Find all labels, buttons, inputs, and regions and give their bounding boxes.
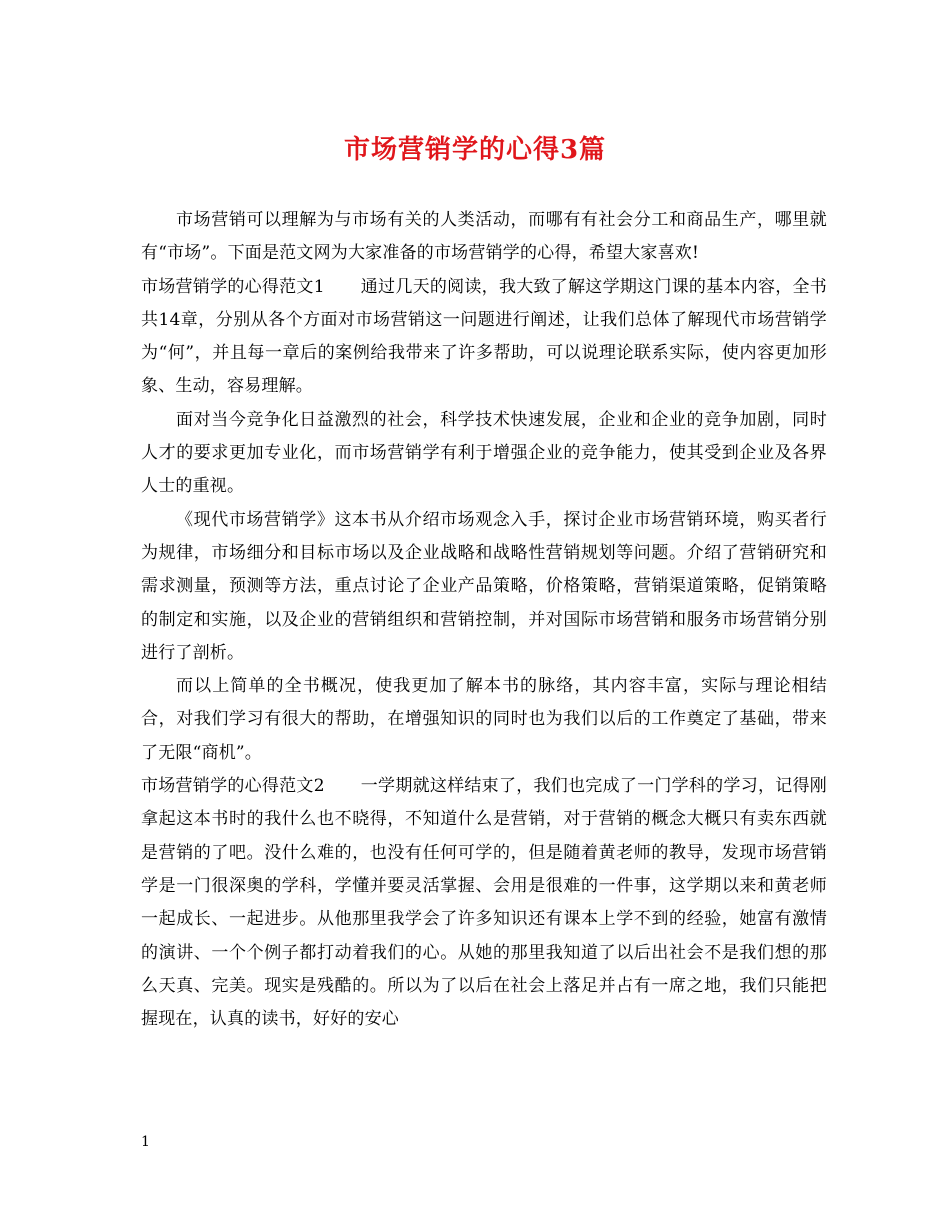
essay2-first-text: 一学期就这样结束了，我们也完成了一门学科的学习，记得刚拿起这本书时的我什么也不晓得，不知道什么是营销，对于营销的概念大概只有卖东西就是营销的了吧。没什么难的，也没有任何可学的，但是随着黄老师的教导，发现市场营销学是一门很深奥的学科，学懂并要灵活掌握、会用是很难的一件事，这学期以来和黄老师一起成长、一起进步。从他那里我学会了许多知识还有课本上学不到的经验，她富有激情的演讲、一个个例子都打动着我们的心。从她的那里我知道了以后出社会不是我们想的那么天真、完美。现实是残酷的。所以为了以后在社会上落足并占有一席之地，我们只能把握现在，认真的读书，好好的安心 bbox=[141, 776, 827, 1030]
page-number: 1 bbox=[141, 1134, 150, 1150]
essay2-first-paragraph bbox=[141, 770, 827, 1036]
essay1-paragraph-2: 面对当今竞争化日益激烈的社会，科学技术快速发展，企业和企业的竞争加剧，同时人才的要求更加专业化，而市场营销学有利于增强企业的竞争能力，使其受到企业及各界人士的重视。 bbox=[141, 409, 827, 497]
essay1-paragraph-3: 《现代市场营销学》这本书从介绍市场观念入手，探讨企业市场营销环境，购买者行为规律，市场细分和目标市场以及企业战略和战略性营销规划等问题。介绍了营销研究和需求测量，预测等方法，重点讨论了企业产品策略，价格策略，营销渠道策略，促销策略的制定和实施，以及企业的营销组织和营销控制，并对国际市场营销和服务市场营销分别进行了剖析。 bbox=[141, 509, 827, 663]
essay1-heading: 市场营销学的心得范文1 bbox=[141, 276, 325, 297]
intro-paragraph: 市场营销可以理解为与市场有关的人类活动，而哪有有社会分工和商品生产，哪里就有“市场”。下面是范文网为大家准备的市场营销学的心得，希望大家喜欢! bbox=[141, 210, 827, 264]
essay2-heading: 市场营销学的心得范文2 bbox=[141, 776, 325, 797]
document-body bbox=[141, 204, 827, 1036]
essay1-paragraph-4: 而以上简单的全书概况，使我更加了解本书的脉络，其内容丰富，实际与理论相结合，对我们学习有很大的帮助，在增强知识的同时也为我们以后的工作奠定了基础，带来了无限“商机”。 bbox=[141, 676, 827, 763]
document-title: 市场营销学的心得3篇 bbox=[343, 135, 607, 165]
essay1-first-paragraph bbox=[141, 271, 827, 404]
essay1-first-text: 通过几天的阅读，我大致了解这学期这门课的基本内容，全书共14章，分别从各个方面对市场营销这一问题进行阐述，让我们总体了解现代市场营销学为“何”，并且每一章后的案例给我带来了许多帮助，可以说理论联系实际，使内容更加形象、生动，容易理解。 bbox=[141, 276, 827, 397]
